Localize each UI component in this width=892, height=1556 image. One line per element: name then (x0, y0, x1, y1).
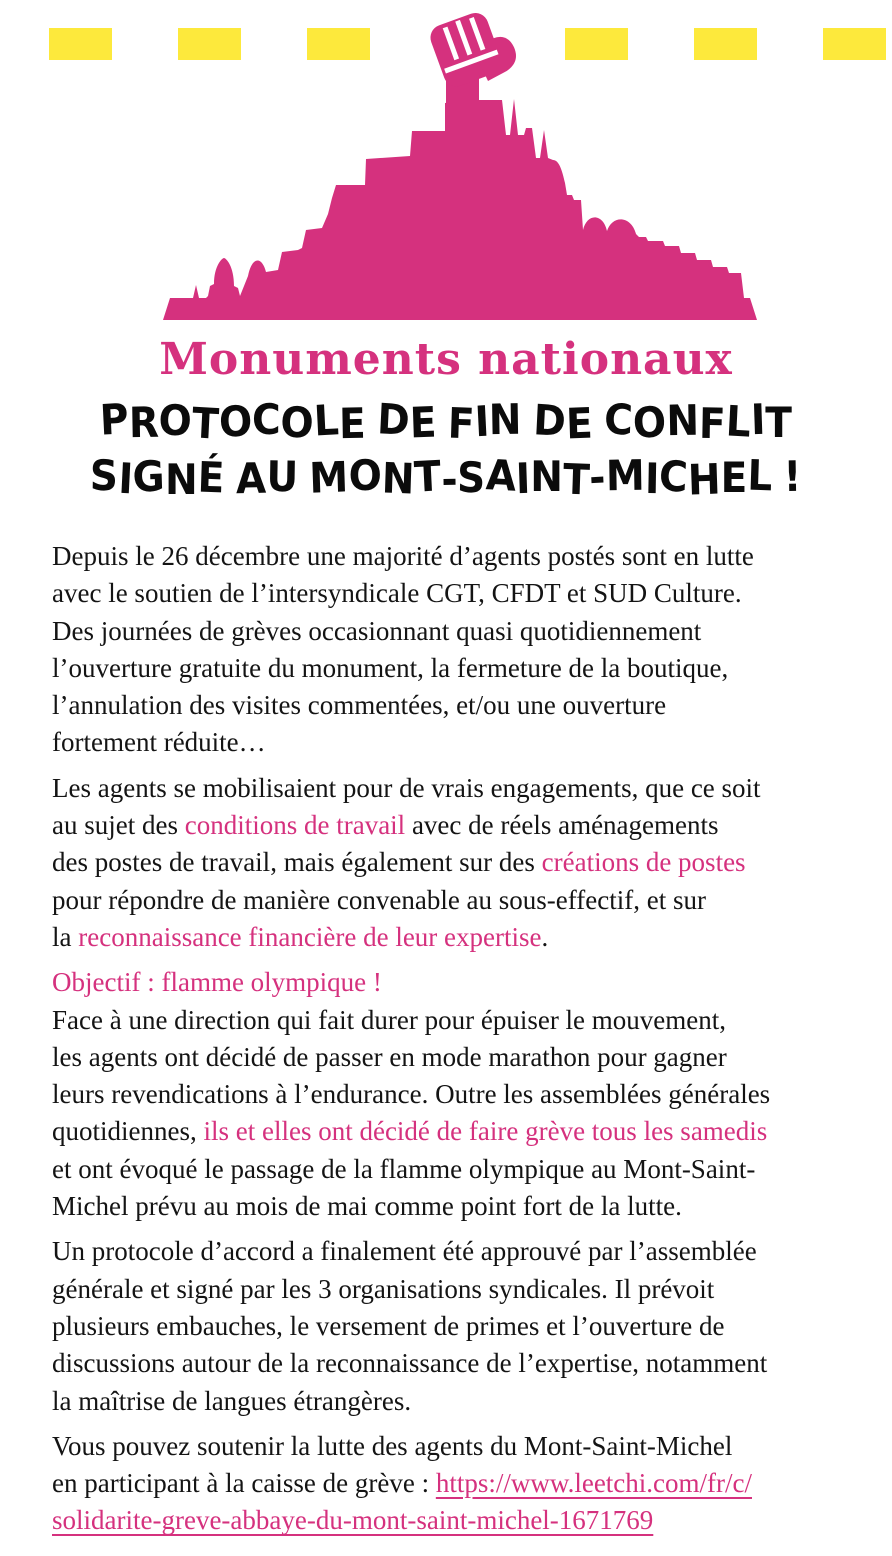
body-text: et ont évoqué le passage de la flamme olympique au Mont-Saint- (52, 1153, 756, 1184)
text-line (52, 1345, 892, 1382)
headline-char: I (514, 453, 532, 504)
headline-char: S (89, 450, 119, 501)
highlighted-text: reconnaissance financière de leur expertise (78, 921, 542, 952)
headline-char: S (457, 452, 486, 503)
paragraph (52, 1428, 892, 1540)
headline-char: T (765, 398, 792, 447)
highlighted-text: conditions de travail (184, 810, 406, 841)
headline-char: ! (783, 451, 803, 502)
body-text: Michel prévu au mois de mai comme point fort de la lutte. (52, 1191, 682, 1222)
body-text: des postes de travail, mais également sur des (52, 847, 542, 878)
headline-char: F (698, 398, 727, 449)
donation-link[interactable]: solidarite-greve-abbaye-du-mont-saint-michel-1671769 (52, 1505, 654, 1536)
headline-char: G (132, 451, 166, 502)
text-line (52, 919, 892, 956)
headline-char: E (408, 397, 438, 448)
text-line (52, 1308, 892, 1345)
headline-char: D (376, 394, 411, 445)
body-text: générale et signé par les 3 organisations syndicales. Il prévoit (52, 1273, 715, 1304)
body-text: Les agents se mobilisaient pour de vrais engagements, que ce soit (52, 772, 761, 803)
body-text: l’ouverture gratuite du monument, la fermeture de la boutique, (52, 652, 729, 683)
mont-saint-michel-logo (160, 8, 760, 323)
text-line (52, 687, 892, 724)
headline-char: I (473, 396, 491, 447)
body-text: . (541, 921, 549, 952)
headline-char: O (348, 451, 382, 500)
headline-char: É (196, 452, 226, 503)
body-text: Vous pouvez soutenir la lutte des agents du Mont-Saint-Michel (52, 1430, 733, 1461)
body-text: l’annulation des visites commentées, et/ou une ouverture (52, 690, 667, 721)
headline-char: F (447, 398, 476, 449)
headline-char: E (338, 398, 366, 449)
yellow-dash (49, 28, 112, 60)
headline-char: O (217, 396, 253, 447)
body-text: avec de réels aménagements (405, 810, 719, 841)
headline-char: L (724, 396, 752, 447)
headline-char: I (644, 453, 660, 504)
headline-line-2 (31, 450, 861, 506)
headline-char: N (665, 395, 700, 446)
headline-char: N (381, 453, 416, 504)
body-text: plusieurs embauches, le versement de primes et l’ouverture de (52, 1310, 725, 1341)
body-text: quotidiennes, (52, 1116, 204, 1147)
headline-char: N (530, 452, 564, 501)
paragraph (52, 1233, 892, 1419)
headline-char: A (484, 450, 518, 501)
text-line (52, 964, 892, 1001)
body-text: Des journées de grèves occasionnant quasi quotidiennement (52, 615, 702, 646)
body-text: pour répondre de manière convenable au sous-effectif, et sur (52, 884, 706, 915)
text-line (52, 613, 892, 650)
text-line (52, 1151, 892, 1188)
text-line (52, 1188, 892, 1225)
highlighted-text: créations de postes (541, 847, 746, 878)
text-line (52, 1502, 892, 1539)
paragraph (52, 964, 892, 1225)
text-line (52, 1383, 892, 1420)
headline-char: E (720, 453, 748, 502)
headline-char (224, 450, 236, 506)
text-line (52, 724, 892, 761)
headline-char: T (413, 451, 443, 502)
text-line (52, 1233, 892, 1270)
body-text: avec le soutien de l’intersyndicale CGT, CFDT et SUD Culture. (52, 578, 742, 609)
text-line (52, 770, 892, 807)
headline-char: O (279, 397, 315, 448)
yellow-dash (823, 28, 886, 60)
text-line (52, 538, 892, 575)
headline-char: T (190, 398, 220, 449)
headline-char: N (164, 455, 198, 504)
text-line (52, 650, 892, 687)
headline-char: A (235, 453, 267, 504)
highlighted-text: Objectif : flamme olympique ! (52, 967, 382, 998)
headline-char: O (158, 395, 193, 446)
text-line (52, 1076, 892, 1113)
headline-char: M (605, 450, 646, 501)
headline-char: I (749, 394, 766, 445)
paragraph (52, 770, 892, 956)
donation-link[interactable]: https://www.leetchi.com/fr/c/ (435, 1468, 752, 1499)
highlighted-text: ils et elles ont décidé de faire grève tous les samedis (203, 1116, 768, 1147)
text-line (52, 844, 892, 881)
text-line (52, 882, 892, 919)
text-line (52, 1002, 892, 1039)
headline-char: O (632, 397, 668, 448)
headline-char: C (251, 395, 281, 444)
text-line (52, 1465, 892, 1502)
body-text: leurs revendications à l’endurance. Outre les assemblées générales (52, 1079, 771, 1110)
headline-char: - (588, 452, 608, 503)
headline-char: U (265, 451, 299, 502)
brand-title: Monuments nationaux (159, 334, 733, 385)
text-line (52, 1039, 892, 1076)
headline-char: T (562, 454, 591, 505)
headline-char: C (658, 451, 690, 502)
body-text: discussions autour de la reconnaissance de l’expertise, notamment (52, 1348, 768, 1379)
paragraph (52, 538, 892, 762)
article (52, 538, 892, 1548)
headline-char: L (312, 395, 340, 446)
headline-char: I (117, 453, 135, 504)
body-text: la maîtrise de langues étrangères. (52, 1385, 412, 1416)
headline-char: R (128, 397, 160, 448)
text-line (52, 807, 892, 844)
headline-char: C (603, 394, 635, 445)
headline-char: - (440, 454, 458, 505)
body-text: Face à une direction qui fait durer pour épuiser le mouvement, (52, 1004, 727, 1035)
body-text: Un protocole d’accord a finalement été approuvé par l’assemblée (52, 1236, 757, 1267)
body-text: Depuis le 26 décembre une majorité d’agents postés sont en lutte (52, 541, 754, 571)
headline-char: E (565, 398, 594, 449)
headline-char (772, 450, 784, 506)
headline-char: H (687, 454, 722, 505)
text-line (52, 575, 892, 612)
text-line (52, 1113, 892, 1150)
body-text: fortement réduite… (52, 727, 266, 758)
headline-char: P (98, 394, 130, 445)
text-line (52, 1271, 892, 1308)
headline (0, 394, 892, 506)
headline-char: L (746, 450, 774, 501)
text-line (52, 1428, 892, 1465)
headline-char: D (532, 395, 568, 446)
body-text: la (52, 921, 79, 952)
body-text: au sujet des (52, 810, 185, 841)
headline-char: M (308, 452, 350, 503)
headline-char: N (488, 394, 523, 445)
headline-line-1 (31, 394, 861, 450)
body-text: en participant à la caisse de grève : (52, 1468, 436, 1499)
body-text: les agents ont décidé de passer en mode marathon pour gagner (52, 1041, 727, 1072)
